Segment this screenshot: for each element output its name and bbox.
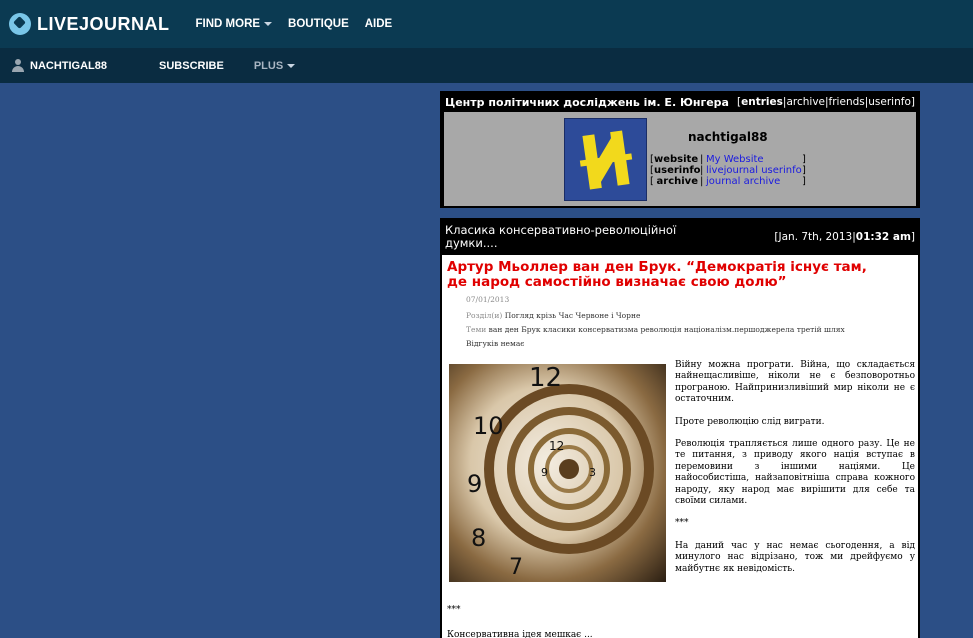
nav-entries[interactable]: entries <box>741 96 783 108</box>
bracket: ] <box>802 154 806 165</box>
separator: | <box>700 176 704 187</box>
bracket-open: [ <box>737 96 742 108</box>
post-date <box>466 295 509 304</box>
profile-username: nachtigal88 <box>688 130 768 144</box>
separator: | <box>700 165 704 176</box>
bracket: [ <box>650 154 654 165</box>
separator: | <box>782 96 787 108</box>
bracket: ] <box>802 176 806 187</box>
find-more-label: FIND MORE <box>195 18 261 30</box>
paragraph: *** <box>675 518 689 529</box>
post-title: Артур Мьоллер ван ден Брук. “Демократія існує там, де народ самостійно визначає свою долю” <box>447 259 867 290</box>
profile-body <box>444 112 916 206</box>
separator: | <box>864 96 869 108</box>
post-tags <box>466 325 845 334</box>
paragraph: Революція трапляється лише одного разу. Це не те питання, з приводу якого нація вступає в перемовини з іншими націями. Це найособистіша, найзаповітніша справа кожного народу, яку народ має вирішити для себе та своїми силами. <box>675 439 915 507</box>
entry-subject: Класика консервативно-революційної думки.... <box>445 222 677 250</box>
wolfsangel-emblem-icon <box>576 125 636 195</box>
meta-label: Розділ(и) <box>466 311 503 320</box>
website-link[interactable]: My Website <box>706 154 764 165</box>
journal-entry <box>440 218 920 638</box>
archive-link[interactable]: journal archive <box>706 176 781 187</box>
separator: | <box>700 154 704 165</box>
section-links[interactable]: Погляд крізь Час Червоне і Чорне <box>504 311 641 320</box>
nav-friends[interactable]: friends <box>828 96 865 108</box>
chevron-down-icon <box>264 22 272 26</box>
user-icon <box>12 59 24 72</box>
profile-link-row <box>650 154 806 165</box>
subscribe-button[interactable]: SUBSCRIBE <box>159 59 224 72</box>
journal-actions <box>159 60 325 72</box>
spiral-clock-illustration <box>449 364 666 582</box>
cut-off-line: Консервативна ідея мешкає ... <box>447 630 593 638</box>
journal-title: Центр політичних досліджень ім. Е. Юнгера <box>445 95 729 109</box>
top-menu <box>196 18 409 30</box>
svg-text:10: 10 <box>473 412 504 440</box>
journal-subbar <box>0 48 973 83</box>
tag-links[interactable]: ван ден Брук класики консерватизма революція націоналізм.першоджерела третій шлях <box>488 325 845 334</box>
nav-userinfo[interactable]: userinfo <box>868 96 911 108</box>
bracket: [ <box>650 165 654 176</box>
link-key: website <box>654 154 699 165</box>
plus-label: PLUS <box>253 59 284 72</box>
bracket: [ <box>650 176 654 187</box>
logo-text: LIVEJOURNAL <box>37 13 170 34</box>
svg-text:7: 7 <box>509 555 523 580</box>
post-text <box>675 360 915 586</box>
bracket: ] <box>802 165 806 176</box>
bracket-close: ] <box>910 230 915 243</box>
entry-date[interactable]: [Jan. 7th, 2013| <box>774 230 856 243</box>
meta-date: 07/01/2013 <box>466 295 510 304</box>
aide-label: AIDE <box>364 18 393 30</box>
plus-menu[interactable] <box>254 60 295 72</box>
separator-stars: *** <box>447 605 461 615</box>
livejournal-logo[interactable] <box>9 13 170 35</box>
profile-link-row <box>650 176 806 187</box>
entry-header <box>440 218 920 255</box>
journal-owner-name: NACHTIGAL88 <box>30 59 108 72</box>
profile-links <box>650 154 806 187</box>
profile-link-row <box>650 165 806 176</box>
spiral-clock-image <box>449 364 666 582</box>
journal-owner-link[interactable] <box>12 59 107 72</box>
svg-text:8: 8 <box>471 524 487 552</box>
post-comments[interactable]: Відгуків немає <box>466 339 525 348</box>
entry-body <box>442 255 918 638</box>
userpic-avatar[interactable] <box>564 118 647 201</box>
entry-datetime <box>774 231 915 243</box>
svg-text:12: 12 <box>529 364 563 393</box>
profile-header <box>441 92 919 112</box>
post-sections <box>466 311 640 320</box>
svg-text:12: 12 <box>549 439 565 453</box>
boutique-label: BOUTIQUE <box>288 18 349 30</box>
find-more-menu[interactable] <box>196 18 273 30</box>
nav-archive[interactable]: archive <box>786 96 825 108</box>
aide-link[interactable] <box>365 18 392 30</box>
link-key: archive <box>656 176 698 187</box>
svg-text:9: 9 <box>467 470 483 498</box>
paragraph: Проте революцію слід виграти. <box>675 416 825 427</box>
top-navigation-bar <box>0 0 973 48</box>
svg-text:3: 3 <box>589 466 596 479</box>
entry-time[interactable]: 01:32 am <box>855 230 911 243</box>
boutique-link[interactable] <box>288 18 349 30</box>
journal-nav <box>737 96 915 108</box>
link-key: userinfo <box>654 165 701 176</box>
paragraph: На даний час у нас немає сьогодення, а від минулого нас відрізано, тож ми дрейфуємо у майбутнє як невідомість. <box>675 540 915 574</box>
chevron-down-icon <box>287 64 295 68</box>
svg-text:9: 9 <box>541 466 548 479</box>
journal-profile-box <box>440 91 920 208</box>
livejournal-logo-icon <box>9 13 31 35</box>
userinfo-link[interactable]: livejournal userinfo <box>706 165 802 176</box>
bracket-close: ] <box>910 96 915 108</box>
paragraph: Війну можна програти. Війна, що складається найнещасливіше, ніколи не є безповоротньо програною. Найпринизливіший мир ніколи не є остаточним. <box>675 360 915 405</box>
separator: | <box>825 96 829 108</box>
meta-label: Теми <box>466 325 487 334</box>
